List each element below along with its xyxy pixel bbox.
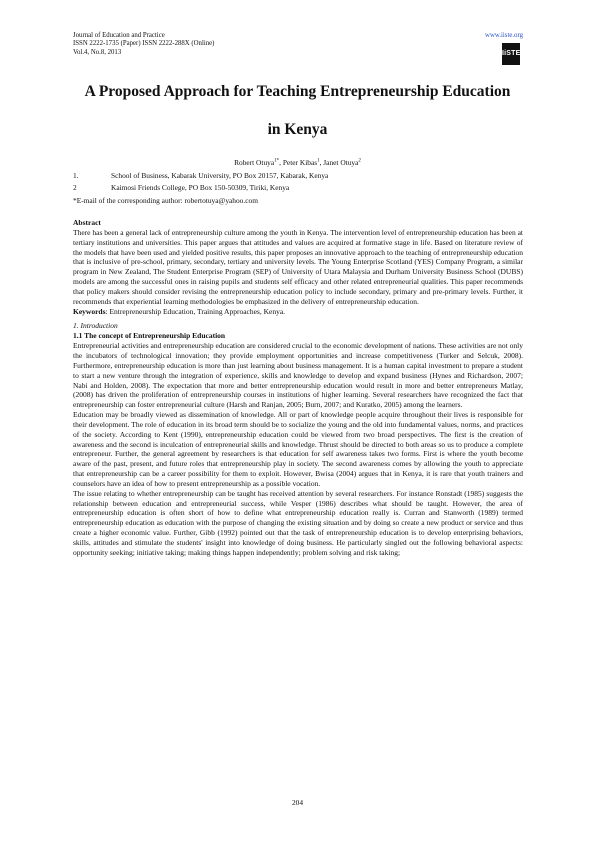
author-name: , Janet Otuya — [319, 158, 359, 167]
journal-header — [73, 32, 523, 66]
journal-info — [73, 32, 214, 57]
iiste-logo-icon: IiSTE — [502, 43, 520, 65]
keywords-text: : Entrepreneurship Education, Training Approaches, Kenya. — [105, 306, 286, 316]
author-affiliation-mark: 2 — [358, 158, 361, 164]
keywords-line — [73, 307, 523, 317]
affiliation-number: 1. — [73, 171, 79, 180]
paper-title-line-1: A Proposed Approach for Teaching Entrepreneurship Education — [84, 83, 511, 100]
author-name: , Peter Kibas — [279, 158, 318, 167]
affiliation-2 — [73, 183, 289, 192]
affiliation-number: 2 — [73, 183, 77, 192]
page-number: 204 — [291, 798, 304, 807]
journal-volume: Vol.4, No.8, 2013 — [73, 48, 122, 56]
abstract-text: There has been a general lack of entrepreneurship culture among the youth in Kenya. The intervention level of entrepreneurship education has been at tertiary institutions and universities. This paper argues that attitudes and values are acquired at formative stage in life. Based on literature review of the models that have been used and yielded positive results, this paper proposes an innovative approach to the teaching of entrepreneurship education that is inclusive of pre-school, primary, secondary, tertiary and university levels. The Young Enterprise Scotland (YES) Company Program, a similar program in New Zealand, The Student Enterprise Program (SEP) of University of Utara Malaysia and Durham University Business School (DUBS) models are among the successful ones in raising pupils and students self efficacy and other related entrepreneurial qualities. This paper recommends that policy makers should consider revising the entrepreneurship education policy to include secondary, primary and pre-primary levels. Further, it recommends that experiential learning methodologies be emphasized in the delivery of entrepreneurship education. — [73, 227, 523, 306]
author-name: Robert Otuya — [234, 158, 275, 167]
affiliation-text: School of Business, Kabarak University, PO Box 20157, Kabarak, Kenya — [111, 171, 329, 180]
affiliation-1 — [73, 171, 328, 180]
website-link[interactable]: www.iiste.org — [485, 32, 523, 39]
journal-issn: ISSN 2222-1735 (Paper) ISSN 2222-288X (Online) — [73, 40, 215, 48]
abstract-heading: Abstract — [73, 218, 101, 227]
author-list — [0, 158, 595, 167]
subsection-title: 1.1 The concept of Entrepreneurship Education — [73, 331, 226, 341]
paper-body — [73, 218, 523, 558]
paper-title-line-2: in Kenya — [267, 121, 328, 138]
paragraph-2: Education may be broadly viewed as dissemination of knowledge. All or part of knowledge people acquire throughout their lives is responsible for their development. The role of education in its broad term should be to socialize the young and the old into fundamental values, norms, and practices of the society. According to Kent (1990), entrepreneurship education could be viewed from two broad perspectives. The first is the creation of awareness and the second is inculcation of entrepreneurial skills and knowledge. Thrust should be directed to both areas so us to produce a complete entrepreneur. Further, the general agreement by researchers is that education for self awareness takes two forms. First is where the youth become aware of the past, present, and future roles that entrepreneurship play in society. The second awareness comes by allowing the youth to appreciate that entrepreneurship can be a career possibility for them to exploit. However, Bwisa (2004) argues that in Kenya, it is rare that youth trainers and counselors have an idea of how to present entrepreneurship as a possible vocation. — [73, 410, 523, 488]
paragraph-1: Entrepreneurial activities and entrepreneurship education are considered crucial to the economic development of nations. These activities are not only the incubators of technological innovation; they provide employment opportunities and increase competitiveness (Turker and Selcuk, 2008). Furthermore, entrepreneurship education is more than just learning about business management. It is a human capital investment to prepare a student to start a new venture through the integration of experience, skills and knowledge to develop and expand business (Hynes and Richardson, 2007; Nabi and Holden, 2008). The expectation that more and better entrepreneurship education would result in more and better entrepreneurs Matlay, (2008) has driven the proliferation of entrepreneurship courses in institutions of higher learning. Several researchers have recognized the fact that entrepreneurship can foster entrepreneurial culture (Harsh and Ranjan, 2005; Burn, 2007; and Kuratko, 2005) among the learners. — [73, 341, 523, 410]
corresponding-email: *E-mail of the corresponding author: robertotuya@yahoo.com — [73, 196, 258, 205]
keywords-label: Keywords — [73, 306, 106, 316]
section-title: 1. Introduction — [73, 321, 118, 331]
author-affiliation-mark: 1* — [274, 158, 280, 164]
affiliation-text: Kaimosi Friends College, PO Box 150-50309, Tiriki, Kenya — [111, 183, 290, 192]
journal-name: Journal of Education and Practice — [73, 32, 165, 39]
paragraph-3: The issue relating to whether entrepreneurship can be taught has received attention by several researchers. For instance Ronstadt (1985) suggests the relationship between education and entrepreneurial success, while Vesper (1986) describes what should be taught. However, the area of entrepreneurship education is often short of how to define what entrepreneurship education really is. Curran and Stanworth (1989) termed entrepreneurship education as education with the purpose of changing the existing situation and by doing so create a new product or service and thus create a higher economic value. Further, Gibb (1992) pointed out that the task of entrepreneurship education is to develop enterprising behaviors, skills, attitudes and stimulate the students' insight into knowledge of doing business. He particularly singled out the following behavioral aspects: opportunity seeking; initiative taking; making things happen independently; problem solving and risk taking; — [73, 488, 523, 557]
author-affiliation-mark: 1 — [317, 158, 320, 164]
